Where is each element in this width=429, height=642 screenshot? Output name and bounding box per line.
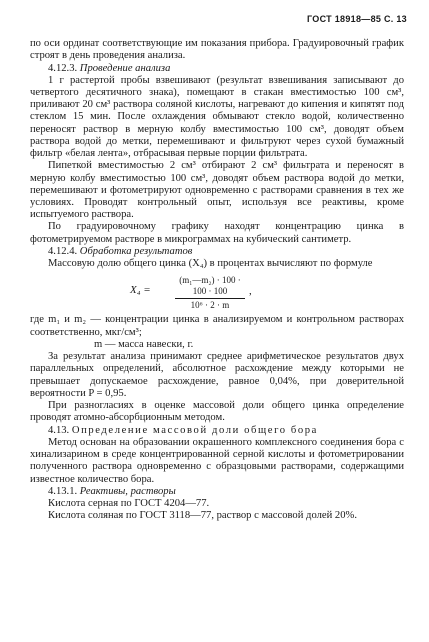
section-number: 4.13. xyxy=(48,424,70,436)
section-title: Проведение анализа xyxy=(79,62,171,74)
formula-x4 xyxy=(30,274,404,310)
paragraph-mass: m — масса навески, г. xyxy=(94,338,194,350)
paragraph-sulfuric-acid: Кислота серная по ГОСТ 4204—77. xyxy=(48,498,210,510)
formula-comma: , xyxy=(249,285,252,298)
formula-numerator: (m₁—m₂) · 100 · 100 · 100 xyxy=(175,275,245,299)
section-title: Реактивы, растворы xyxy=(79,485,176,497)
formula-lhs: X₄ = xyxy=(130,284,151,297)
paragraph-where: где m₁ и m₂ — концентрации цинка в анализируемом и контрольном растворах соответственно, мкг/см³; xyxy=(30,314,404,338)
document-body xyxy=(30,38,404,523)
paragraph-formula-intro: Массовую долю общего цинка (X₄) в процентах вычисляют по формуле xyxy=(48,258,373,270)
paragraph-result: За результат анализа принимают среднее арифметическое результатов двух параллельных определений, абсолютное расхождение между которыми не превышает допускаемое расхождение, равное 0,04%, при доверительной вероятности P = 0,95. xyxy=(30,351,404,399)
page-header: ГОСТ 18918—85 С. 13 xyxy=(306,14,407,24)
section-4-12-4-heading xyxy=(30,246,404,258)
section-4-13-heading xyxy=(30,425,404,437)
paragraph-calibration: По градуировочному графику находят концентрацию цинка в фотометрируемом растворе в микрограммах на кубический сантиметр. xyxy=(30,221,404,245)
section-4-13-1-heading xyxy=(30,486,404,498)
paragraph-hydrochloric-acid: Кислота соляная по ГОСТ 3118—77, раствор с массовой долей 20%. xyxy=(48,510,357,522)
section-number: 4.13.1. xyxy=(48,485,78,497)
paragraph-boron-method: Метод основан на образовании окрашенного комплексного соединения бора с хинализарином в среде концентрированной серной кислоты и фотометрировании полученного раствора одновременно с образцовыми растворами, содержащими известное количество бора. xyxy=(30,436,404,485)
paragraph-graph-note: по оси ординат соответствующие им показания прибора. Градуировочный график строят в день проведения анализа. xyxy=(30,38,404,62)
paragraph-pipette: Пипеткой вместимостью 2 см³ отбирают 2 см³ фильтрата и переносят в мерную колбу вместимостью 100 см³, доводят объем раствора водой до метки, перемешивают и фотометрируют одновременно с растворами сравнения в тех же условиях. Проводят контрольный опыт, используя все реактивы, кроме испытуемого раствора. xyxy=(30,160,404,221)
formula-fraction xyxy=(175,275,245,311)
formula-denominator: 10⁶ · 2 · m xyxy=(190,300,230,311)
section-4-12-3-heading xyxy=(30,63,404,75)
section-title: Обработка результатов xyxy=(79,245,193,257)
paragraph-disagreement: При разногласиях в оценке массовой доли общего цинка определение проводят атомно-абсорбционным методом. xyxy=(30,400,404,424)
section-title: Определение массовой доли общего бора xyxy=(71,424,318,436)
section-number: 4.12.3. xyxy=(48,62,78,74)
section-number: 4.12.4. xyxy=(48,245,78,257)
paragraph-sample-preparation: 1 г растертой пробы взвешивают (результат взвешивания записывают до четвертого десятичного знака), помещают в стакан вместимостью 100 см³, приливают 20 см³ раствора соляной кислоты, нагревают до кипения и кипятят под стеклом 15 мин. После охлаждения обмывают стекло водой, количественно переносят раствор в мерную колбу вместимостью 100 см³, доводят объем раствора водой до метки, перемешивают и фильтруют через сухой бумажный фильтр «белая лента», отбрасывая первые порции фильтрата. xyxy=(30,74,404,160)
